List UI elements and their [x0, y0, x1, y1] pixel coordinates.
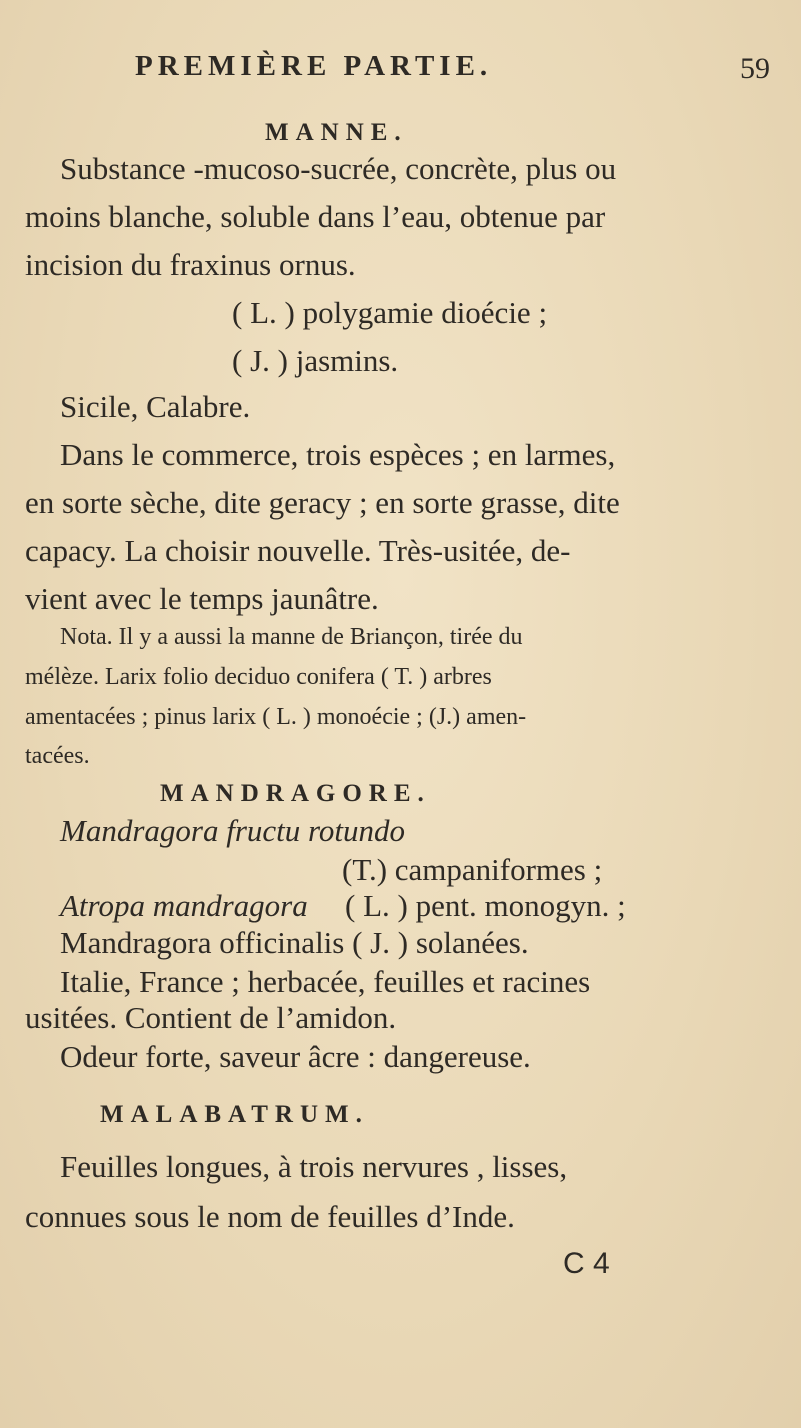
text-line: moins blanche, soluble dans l’eau, obtenue par	[25, 199, 606, 234]
text-line: Dans le commerce, trois espèces ; en larmes,	[60, 437, 616, 472]
nota-line: mélèze. Larix folio deciduo conifera ( T. ) arbres	[25, 664, 492, 690]
nota-line: tacées.	[25, 743, 90, 769]
text-line: ( L. ) pent. monogyn. ;	[345, 888, 626, 923]
text-line: connues sous le nom de feuilles d’Inde.	[25, 1199, 515, 1234]
nota-line: Nota. Il y a aussi la manne de Briançon, tirée du	[60, 624, 523, 650]
section-heading-malabatrum: MALABATRUM.	[100, 1101, 369, 1128]
text-line: ( L. ) polygamie dioécie ;	[232, 295, 548, 330]
text-line: usitées. Contient de l’amidon.	[25, 1000, 397, 1035]
running-head: PREMIÈRE PARTIE.	[135, 50, 493, 82]
text-line: Mandragora fructu rotundo	[60, 813, 406, 848]
text-line: ( J. ) jasmins.	[232, 343, 399, 378]
text-line: Substance -mucoso-sucrée, concrète, plus ou	[60, 151, 617, 186]
text-line: (T.) campaniformes ;	[342, 852, 603, 887]
text-line: Atropa mandragora	[60, 888, 308, 923]
text-line: Mandragora officinalis ( J. ) solanées.	[60, 925, 529, 960]
text-line: en sorte sèche, dite geracy ; en sorte grasse, dite	[25, 485, 620, 520]
section-heading-manne: MANNE.	[265, 119, 408, 146]
section-heading-mandragore: MANDRAGORE.	[160, 780, 431, 807]
text-line: Feuilles longues, à trois nervures , lisses,	[60, 1149, 568, 1184]
nota-line: amentacées ; pinus larix ( L. ) monoécie ; (J.) amen-	[25, 704, 527, 730]
text-line: capacy. La choisir nouvelle. Très-usitée, de-	[25, 533, 571, 568]
page-number: 59	[740, 52, 770, 85]
text-line: incision du fraxinus ornus.	[25, 247, 356, 282]
text-line: Odeur forte, saveur âcre : dangereuse.	[60, 1039, 531, 1074]
text-line: Sicile, Calabre.	[60, 389, 251, 424]
text-line: vient avec le temps jaunâtre.	[25, 581, 379, 616]
text-line: Italie, France ; herbacée, feuilles et racines	[60, 964, 591, 999]
signature-mark: C 4	[563, 1247, 610, 1280]
